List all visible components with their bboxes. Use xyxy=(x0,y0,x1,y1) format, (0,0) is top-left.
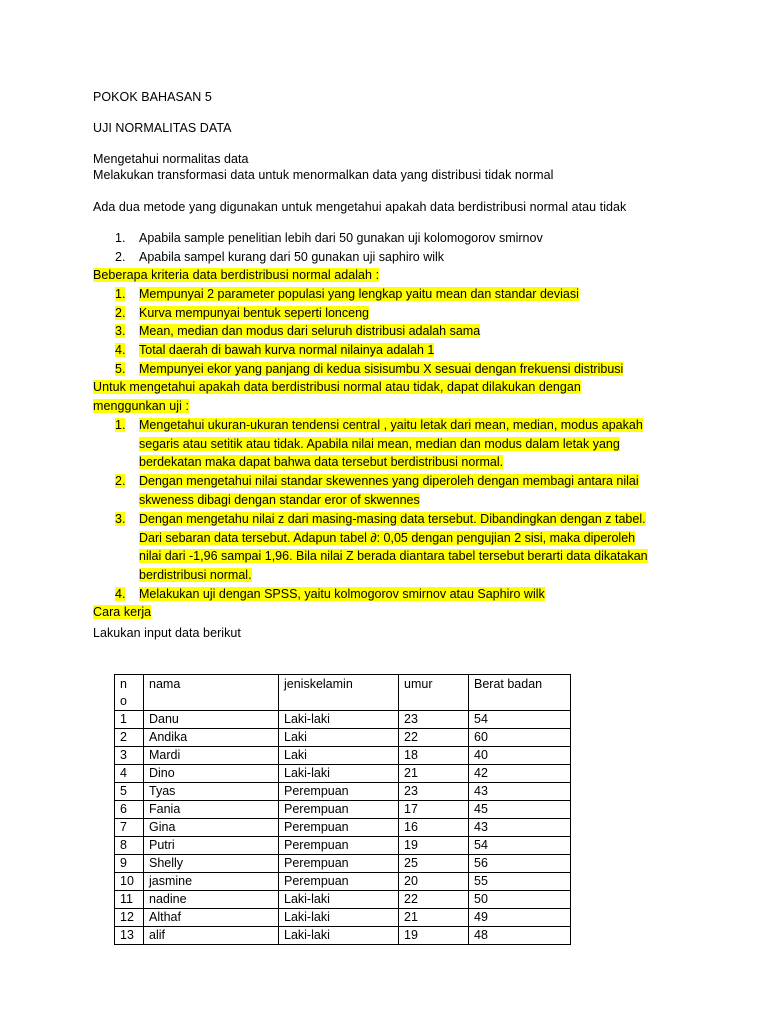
cell-berat-badan: 42 xyxy=(469,765,571,783)
cell-berat-badan: 40 xyxy=(469,747,571,765)
cell-berat-badan: 45 xyxy=(469,801,571,819)
cell-nama: Andika xyxy=(144,729,279,747)
cell-no: 13 xyxy=(115,927,144,945)
cell-no: 11 xyxy=(115,891,144,909)
list-item-line: segaris atau setitik atau tidak. Apabila nilai mean, median dan modus dalam letak yang xyxy=(139,437,620,451)
data-table-body xyxy=(115,675,571,945)
cell-no: 4 xyxy=(115,765,144,783)
cell-umur: 23 xyxy=(399,711,469,729)
table-row xyxy=(115,711,571,729)
cell-umur: 16 xyxy=(399,819,469,837)
list-item: Total daerah di bawah kurva normal nilainya adalah 1 xyxy=(139,343,435,357)
cell-nama: Shelly xyxy=(144,855,279,873)
list-number: 2. xyxy=(115,250,126,264)
cell-nama: nadine xyxy=(144,891,279,909)
cell-berat-badan: 55 xyxy=(469,873,571,891)
cell-jeniskelamin: Perempuan xyxy=(279,783,399,801)
criteria-heading: Beberapa kriteria data berdistribusi normal adalah : xyxy=(93,268,380,282)
data-table xyxy=(114,674,571,945)
list-item: Apabila sampel kurang dari 50 gunakan uji saphiro wilk xyxy=(139,250,445,264)
list-number: 4. xyxy=(115,587,126,601)
objective-line: Mengetahui normalitas data xyxy=(93,152,249,166)
table-row xyxy=(115,729,571,747)
cell-umur: 25 xyxy=(399,855,469,873)
table-row xyxy=(115,909,571,927)
header-no: n o xyxy=(115,675,144,711)
list-number: 4. xyxy=(115,343,126,357)
methods-intro: Ada dua metode yang digunakan untuk mengetahui apakah data berdistribusi normal atau tidak xyxy=(93,200,627,214)
cell-no: 7 xyxy=(115,819,144,837)
cell-nama: Fania xyxy=(144,801,279,819)
list-number: 3. xyxy=(115,324,126,338)
input-intro: Lakukan input data berikut xyxy=(93,626,241,640)
list-number: 2. xyxy=(115,306,126,320)
cell-no: 3 xyxy=(115,747,144,765)
cell-jeniskelamin: Laki-laki xyxy=(279,711,399,729)
list-item-line: berdekatan maka dapat bahwa data tersebut berdistribusi normal. xyxy=(139,455,504,469)
cell-nama: Danu xyxy=(144,711,279,729)
header-nama: nama xyxy=(144,675,279,711)
page-title: POKOK BAHASAN 5 xyxy=(93,90,212,104)
list-item-line: nilai dari -1,96 sampai 1,96. Bila nilai Z berada diantara tabel tersebut berarti data dikatakan xyxy=(139,549,648,563)
list-number: 1. xyxy=(115,287,126,301)
table-row xyxy=(115,855,571,873)
table-header-row xyxy=(115,675,571,711)
header-jeniskelamin: jeniskelamin xyxy=(279,675,399,711)
cell-jeniskelamin: Laki-laki xyxy=(279,927,399,945)
test-heading-line: Untuk mengetahui apakah data berdistribusi normal atau tidak, dapat dilakukan dengan xyxy=(93,380,581,394)
cell-nama: jasmine xyxy=(144,873,279,891)
cell-berat-badan: 50 xyxy=(469,891,571,909)
cell-berat-badan: 54 xyxy=(469,711,571,729)
cell-umur: 18 xyxy=(399,747,469,765)
list-number: 5. xyxy=(115,362,126,376)
cell-umur: 20 xyxy=(399,873,469,891)
list-item: Mempunyai 2 parameter populasi yang lengkap yaitu mean dan standar deviasi xyxy=(139,287,579,301)
list-item: Kurva mempunyai bentuk seperti lonceng xyxy=(139,306,369,320)
table-row xyxy=(115,783,571,801)
header-umur: umur xyxy=(399,675,469,711)
cell-jeniskelamin: Laki-laki xyxy=(279,891,399,909)
cell-umur: 17 xyxy=(399,801,469,819)
cell-jeniskelamin: Perempuan xyxy=(279,837,399,855)
cell-nama: Gina xyxy=(144,819,279,837)
page-subtitle: UJI NORMALITAS DATA xyxy=(93,121,232,135)
cell-nama: alif xyxy=(144,927,279,945)
list-item-line: skweness dibagi dengan standar eror of skwennes xyxy=(139,493,420,507)
cell-umur: 21 xyxy=(399,909,469,927)
table-row xyxy=(115,801,571,819)
cell-jeniskelamin: Laki-laki xyxy=(279,765,399,783)
list-item-line: Dari sebaran data tersebut. Adapun tabel ∂: 0,05 dengan pengujian 2 sisi, maka diperoleh xyxy=(139,531,636,545)
cell-berat-badan: 43 xyxy=(469,783,571,801)
table-row xyxy=(115,927,571,945)
list-item-line: Dengan mengetahui nilai standar skewennes yang diperoleh dengan membagi antara nilai xyxy=(139,474,639,488)
cell-no: 6 xyxy=(115,801,144,819)
cell-umur: 23 xyxy=(399,783,469,801)
cell-no: 1 xyxy=(115,711,144,729)
cell-berat-badan: 49 xyxy=(469,909,571,927)
cell-berat-badan: 48 xyxy=(469,927,571,945)
cell-berat-badan: 60 xyxy=(469,729,571,747)
test-heading-line: menggunkan uji : xyxy=(93,399,190,413)
list-number: 1. xyxy=(115,231,126,245)
cell-no: 8 xyxy=(115,837,144,855)
cell-umur: 19 xyxy=(399,927,469,945)
list-number: 3. xyxy=(115,512,126,526)
cell-jeniskelamin: Perempuan xyxy=(279,873,399,891)
cell-nama: Mardi xyxy=(144,747,279,765)
cell-umur: 22 xyxy=(399,729,469,747)
table-row xyxy=(115,873,571,891)
cell-jeniskelamin: Perempuan xyxy=(279,819,399,837)
cell-berat-badan: 56 xyxy=(469,855,571,873)
cell-nama: Putri xyxy=(144,837,279,855)
list-number: 1. xyxy=(115,418,126,432)
list-item-line: berdistribusi normal. xyxy=(139,568,252,582)
cara-kerja-heading: Cara kerja xyxy=(93,605,152,619)
cell-berat-badan: 43 xyxy=(469,819,571,837)
objective-line: Melakukan transformasi data untuk menormalkan data yang distribusi tidak normal xyxy=(93,168,554,182)
cell-no: 2 xyxy=(115,729,144,747)
cell-berat-badan: 54 xyxy=(469,837,571,855)
cell-jeniskelamin: Laki xyxy=(279,729,399,747)
cell-nama: Althaf xyxy=(144,909,279,927)
cell-umur: 22 xyxy=(399,891,469,909)
list-item: Mempunyei ekor yang panjang di kedua sisisumbu X sesuai dengan frekuensi distribusi xyxy=(139,362,624,376)
cell-umur: 21 xyxy=(399,765,469,783)
table-row xyxy=(115,891,571,909)
cell-no: 5 xyxy=(115,783,144,801)
cell-jeniskelamin: Laki xyxy=(279,747,399,765)
table-row xyxy=(115,837,571,855)
list-item-line: Melakukan uji dengan SPSS, yaitu kolmogorov smirnov atau Saphiro wilk xyxy=(139,587,545,601)
table-row xyxy=(115,765,571,783)
cell-no: 12 xyxy=(115,909,144,927)
cell-nama: Tyas xyxy=(144,783,279,801)
cell-jeniskelamin: Perempuan xyxy=(279,855,399,873)
table-row xyxy=(115,819,571,837)
header-berat-badan: Berat badan xyxy=(469,675,571,711)
cell-no: 10 xyxy=(115,873,144,891)
list-item-line: Mengetahui ukuran-ukuran tendensi central , yaitu letak dari mean, median, modus apakah xyxy=(139,418,643,432)
list-item-line: Dengan mengetahu nilai z dari masing-masing data tersebut. Dibandingkan dengan z tabel. xyxy=(139,512,646,526)
list-item: Mean, median dan modus dari seluruh distribusi adalah sama xyxy=(139,324,481,338)
cell-jeniskelamin: Laki-laki xyxy=(279,909,399,927)
cell-umur: 19 xyxy=(399,837,469,855)
list-number: 2. xyxy=(115,474,126,488)
table-row xyxy=(115,747,571,765)
list-item: Apabila sample penelitian lebih dari 50 gunakan uji kolomogorov smirnov xyxy=(139,231,543,245)
cell-jeniskelamin: Perempuan xyxy=(279,801,399,819)
cell-nama: Dino xyxy=(144,765,279,783)
cell-no: 9 xyxy=(115,855,144,873)
